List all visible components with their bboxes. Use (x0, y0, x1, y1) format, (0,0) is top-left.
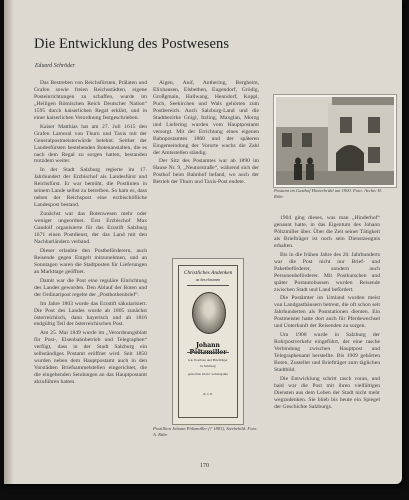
text-column-right (274, 215, 380, 445)
photo-caption: Postamt im Gasthof Hinterbrühl um 1900. Foto: Archiv H. Röhr (274, 188, 382, 199)
paragraph: Im Jahre 1803 wurde das Erzstift säkularisiert. Die Post des Landes wurde ab 1805 zunächst österreichisch, dann bayerisch und ab 1816 endgültig Teil der österreichischen Post. (34, 300, 147, 328)
page-gutter-shadow (4, 0, 14, 484)
card-caption: Postillion Johann Pöltzmiller († 1881), Sterbebild. Foto: A. Rühr (153, 426, 258, 437)
paragraph: Damit war die Post eine reguläre Einrichtung des Landes geworden. Den Ablauf der Boten und der Ordinaripost regelte der „Postbothenbrief“. (34, 277, 147, 298)
book-page (4, 0, 402, 484)
article-author: Eduard Schröder (35, 63, 75, 69)
paragraph: Das Bestreben von Reichsfürsten, Prälaten und Grafen sowie freien Reichsstädten, eigene Posteinrichtungen zu schaffen, wurde im „Heiligen Römischen Reich Deutscher Nation“ 1595 durch kaiserlichen Regal erklärt, und in einer kaiserlichen Verordnung festgeschrieben. (34, 80, 147, 121)
paragraph: Bis in die frühen Jahre des 20. Jahrhunderts war die Post nicht nur Brief- und Paketbeförderer, sondern auch Personenbeförderer. Mit Postkutschen und später Postautobussen wurden Reisende zwischen Stadt und Land befördert. (274, 251, 380, 293)
paragraph: Aigen, Anif, Anthering, Bergheim, Elixhausen, Elsbethen, Eugendorf, Grödig, Großgmain, Hallwang, Henndorf, Koppl, Puch, Seekirchen und Wals gehörten zum Postbereich. Auch Salzburg-Land und die Stadtbezirke Gnigl, Itzling, Maxglan, Morzg und Liefering wurden vom Hauptpostamt versorgt. Mit der Errichtung eines eigenen Bahnpostamtes 1860 und der späteren Eingemeindung der Vororte wuchs die Zahl der Amtsstellen ständig. (153, 80, 259, 156)
text-column-middle (153, 80, 259, 251)
memorial-card-line: in Salzburg (200, 364, 216, 368)
memorial-card-line: k.k. Postbote und Briefträger (188, 358, 228, 362)
paragraph: Am 25. Mai 1849 wurde im „Verordnungsblatt für Post-, Eisenbahnbetrieb und Telegraphen“ verfügt, dass in der Stadt Salzburg ein selbständiges Postamt eröffnet wird. Seit 1850 wurden neben dem Hauptpostamt auch in den Vorstädten Briefsammelstellen eingerichtet, die die eingehenden Sendungen an das Hauptpostamt abzuführen hatten. (34, 330, 147, 386)
paragraph: Zunächst war das Botenwesen mehr oder weniger ungeordnet. Erst Erzbischof Max Gandolf organisierte für das Erzstift Salzburg 1671 einen Postdienst, der das Land mit den Nachbarländern verband. (34, 211, 147, 245)
divider (187, 352, 229, 353)
article-heading: Die Entwicklung des Postwesens (34, 36, 230, 52)
portrait-image (192, 292, 226, 334)
memorial-card-line: gestorben im 62. Lebensjahre (187, 372, 229, 376)
memorial-card-subheading: an den ehrsamen (195, 278, 221, 282)
memorial-card-heading: Christliches Andenken (183, 270, 233, 276)
paragraph: In der Stadt Salzburg regierte im 17. Jahrhundert der Erzbischof als Landesfürst und Reichsfürst. Er war bemüht, die Postlinien in seinem Lande selbst zu betreiben. So kam es, dass neben der Reichspost eine erzbischöfliche Landespost bestand. (34, 167, 147, 209)
paragraph: Kaiser Matthias hat am 27. Juli 1615 den Grafen Lamoral von Thurn und Taxis mit der Generalpostmeisterwürde belehnt. Seither der Landesfürsten bestehenden Botenanstalten, die es nach dem Regal zu sorgen hatten, bestanden trotzdem weiter. (34, 123, 147, 165)
paragraph: Die Postämter im Umland wurden meist von Landgasthäusern betreut, die oft schon seit Jahrhunderten als Poststationen dienten. Ein Postmeister hatte dort auch für Pferdewechsel und Unterkunft der Reisenden zu sorgen. (274, 295, 380, 330)
text-column-left (34, 80, 147, 438)
memorial-card-frame (178, 265, 238, 418)
memorial-card-name: Johann (196, 342, 220, 349)
building-photo-illustration (276, 97, 394, 185)
divider (187, 285, 229, 286)
paragraph: Die Entwicklung schritt rasch voran, und bald war die Post mit ihren vielfältigen Diensten aus dem Leben der Stadt nicht mehr wegzudenken. Sie blieb bis heute ein Spiegel der Geschichte Salzburgs. (274, 375, 380, 410)
paragraph: Dieser erlaubte den Postbeförderern, auch Reisende gegen Entgelt mitzunehmen, und an Sonntagen waren die Stadtposten für Lieferungen an Markttage geöffnet. (34, 247, 147, 275)
paragraph: Um 1908 wurde in Salzburg der Rohrpostverkehr eingeführt, der eine rasche Verbindung zwischen Hauptpost und Telegraphenamt herstellte. Bis 1909 gehörten Boten, Zusteller und Briefträger zum täglichen Stadtbild. (274, 332, 380, 374)
memorial-card (172, 258, 244, 425)
paragraph: Der Sitz des Postamtes war ab 1890 im Hause Nr. 9, „Neutorstraße“, während sich der Posthof beim Bahnhof befand, wo auch der Betrieb der Thurn und Taxis-Post endete. (153, 158, 259, 186)
paragraph: 1904 ging dieses, was man „Hinderhof“ genannt hatte, in das Eigentum des Johann Pöltzmiller über. Über die Zeit seiner Tätigkeit als Briefträger ist noch sein Dienstzeugnis erhalten. (274, 215, 380, 249)
memorial-card-line: R. I. P. (203, 392, 213, 396)
historic-post-office-photo (274, 95, 396, 187)
page-number: 170 (200, 463, 209, 469)
